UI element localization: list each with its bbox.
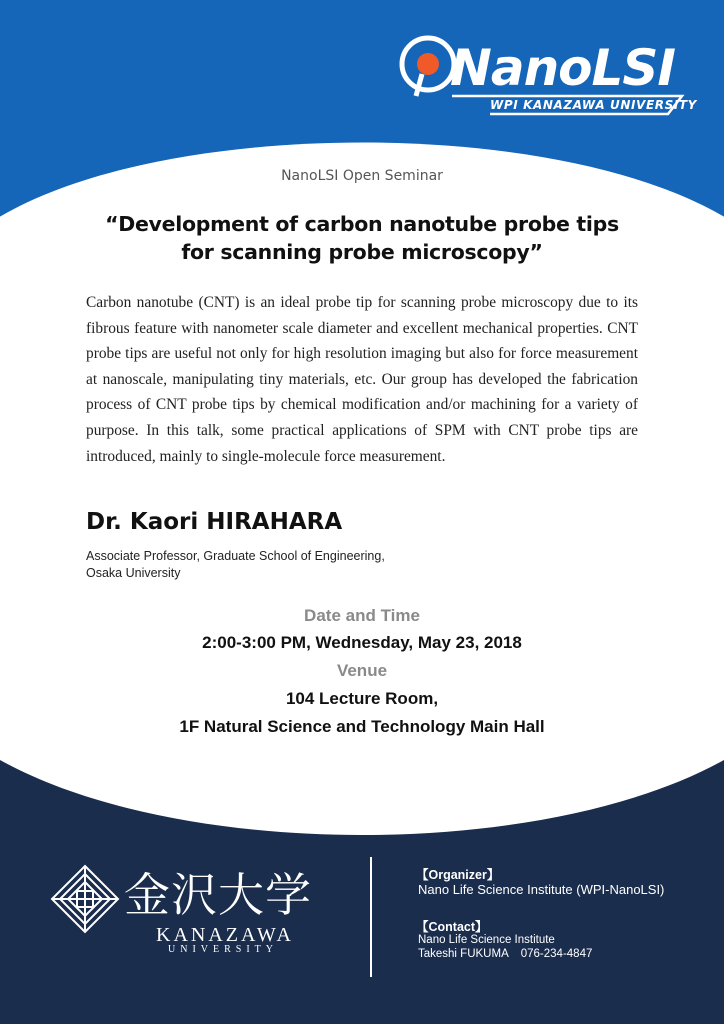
contact-label: 【Contact】 — [416, 920, 488, 934]
abstract-text: Carbon nanotube (CNT) is an ideal probe tip for scanning probe microscopy due to its fibrous feature with nanometer scale diameter and excellent mechanical properties. CNT probe tips are useful not only for high resolution imaging but also for force measurement at nanoscale, manipulating tiny materials, etc. Our group has developed the fabrication process of CNT probe tips by chemical modification and/or machining for a variety of purpose. In this talk, some practical applications of SPM with CNT probe tips are introduced, mainly to single-molecule force measurement. — [86, 294, 638, 465]
seminar-label: NanoLSI Open Seminar — [281, 168, 443, 184]
venue-line-1: 104 Lecture Room, — [285, 689, 439, 708]
nanolsi-logo-mark — [398, 34, 458, 98]
organizer-value: Nano Life Science Institute (WPI-NanoLSI) — [418, 882, 665, 897]
venue-label: Venue — [336, 661, 388, 680]
contact-person: Takeshi FUKUMA — [418, 948, 509, 960]
logo-sub-rest: KANAZAWA UNIVERSITY — [523, 98, 697, 112]
speaker-name: Dr. Kaori HIRAHARA — [86, 509, 343, 535]
date-time-value: 2:00-3:00 PM, Wednesday, May 23, 2018 — [202, 633, 522, 652]
nanolsi-logo-text: NanoLSI — [450, 39, 676, 97]
organizer-label: 【Organizer】 — [416, 868, 500, 882]
title-line-1: “Development of carbon nanotube probe tips — [105, 212, 619, 236]
footer-divider — [370, 857, 372, 977]
university-name-english: KANAZAWA — [156, 924, 294, 946]
logo-subtitle — [490, 98, 697, 112]
speaker-affiliation-line-1: Associate Professor, Graduate School of Engineering, — [86, 549, 385, 563]
kanazawa-emblem-icon — [50, 864, 120, 934]
university-name-english-sub: UNIVERSITY — [168, 944, 278, 955]
contact-person-line — [418, 948, 592, 960]
university-name-japanese: 金沢大学 — [124, 868, 312, 922]
venue-line-2: 1F Natural Science and Technology Main Hall — [179, 717, 545, 736]
speaker-affiliation-line-2: Osaka University — [86, 566, 181, 580]
title-line-2: for scanning probe microscopy” — [181, 240, 543, 264]
nanolsi-logo — [398, 30, 697, 122]
seminar-title — [0, 210, 724, 266]
logo-sub-prefix: WPI — [490, 98, 519, 112]
contact-institute: Nano Life Science Institute — [418, 934, 555, 946]
date-time-label: Date and Time — [304, 606, 420, 625]
contact-phone: 076-234-4847 — [520, 948, 593, 960]
